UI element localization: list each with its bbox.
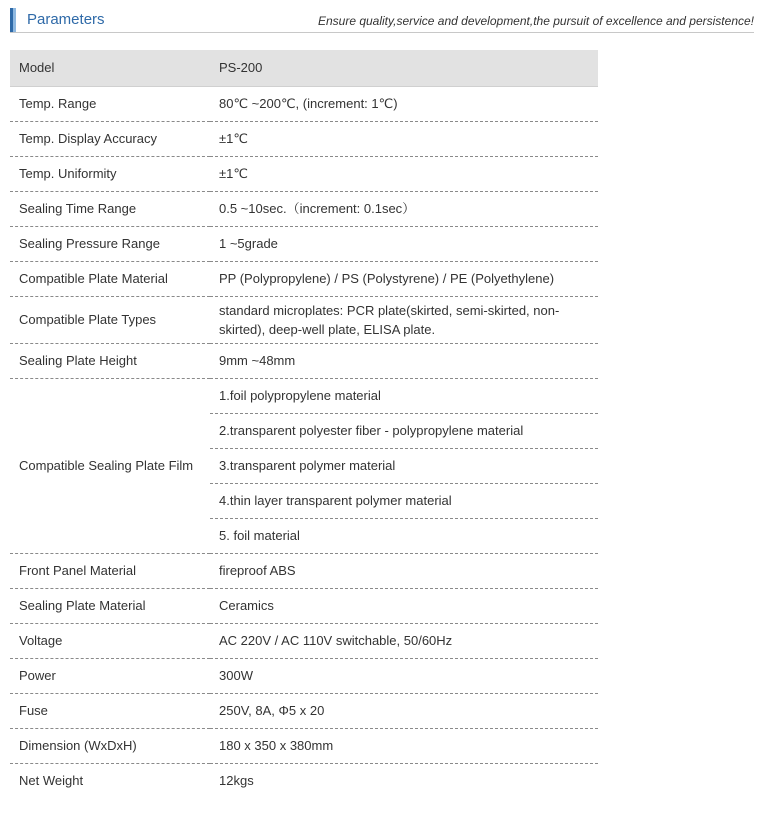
param-value: fireproof ABS <box>210 553 598 588</box>
header-accent-bar <box>10 8 16 32</box>
table-row <box>10 553 598 588</box>
param-value: 0.5 ~10sec.（increment: 0.1sec） <box>210 191 598 226</box>
param-value: ±1℃ <box>210 121 598 156</box>
header-label: Model <box>10 50 210 86</box>
table-row <box>10 588 598 623</box>
param-label: Voltage <box>10 623 210 658</box>
param-value: 180 x 350 x 380mm <box>210 728 598 763</box>
table-row <box>10 121 598 156</box>
header-accent-bar-light <box>13 8 16 32</box>
table-row <box>10 226 598 261</box>
param-value: AC 220V / AC 110V switchable, 50/60Hz <box>210 623 598 658</box>
param-value: 80℃ ~200℃, (increment: 1℃) <box>210 86 598 121</box>
param-label: Sealing Plate Material <box>10 588 210 623</box>
company-slogan: Ensure quality,service and development,the pursuit of excellence and persistence! <box>317 14 754 28</box>
table-row <box>10 728 598 763</box>
film-option: 1.foil polypropylene material <box>210 378 598 413</box>
param-value: Ceramics <box>210 588 598 623</box>
param-value: 1 ~5grade <box>210 226 598 261</box>
param-label: Dimension (WxDxH) <box>10 728 210 763</box>
param-label: Temp. Display Accuracy <box>10 121 210 156</box>
table-row <box>10 86 598 121</box>
film-option: 2.transparent polyester fiber - polypropylene material <box>210 413 598 448</box>
param-label: Fuse <box>10 693 210 728</box>
table-row <box>10 658 598 693</box>
section-header <box>10 8 754 33</box>
table-row-film <box>10 378 598 413</box>
table-row <box>10 763 598 798</box>
film-option: 3.transparent polymer material <box>210 448 598 483</box>
header-value: PS-200 <box>210 50 598 86</box>
table-header-row <box>10 50 598 86</box>
param-value: standard microplates: PCR plate(skirted, semi-skirted, non-skirted), deep-well plate, ELISA plate. <box>210 296 598 343</box>
film-label: Compatible Sealing Plate Film <box>10 378 210 553</box>
param-label: Temp. Uniformity <box>10 156 210 191</box>
param-value: PP (Polypropylene) / PS (Polystyrene) / PE (Polyethylene) <box>210 261 598 296</box>
film-option: 4.thin layer transparent polymer material <box>210 483 598 518</box>
table-row <box>10 623 598 658</box>
param-label: Sealing Time Range <box>10 191 210 226</box>
param-value: 250V, 8A, Φ5 x 20 <box>210 693 598 728</box>
param-label: Compatible Plate Material <box>10 261 210 296</box>
param-label: Front Panel Material <box>10 553 210 588</box>
table-row <box>10 191 598 226</box>
table-row <box>10 156 598 191</box>
section-title: Parameters <box>27 11 105 28</box>
parameters-table <box>10 50 598 798</box>
table-row <box>10 296 598 343</box>
param-label: Power <box>10 658 210 693</box>
param-value: 12kgs <box>219 773 254 789</box>
film-option: 5. foil material <box>210 518 598 553</box>
param-value: 9mm ~48mm <box>210 343 598 378</box>
param-label: Temp. Range <box>10 86 210 121</box>
param-label: Compatible Plate Types <box>10 296 210 343</box>
param-label: Net Weight <box>19 773 84 789</box>
table-row <box>10 261 598 296</box>
table-row <box>10 693 598 728</box>
table-row <box>10 343 598 378</box>
param-label: Sealing Pressure Range <box>10 226 210 261</box>
param-value: 300W <box>210 658 598 693</box>
param-value: ±1℃ <box>210 156 598 191</box>
param-label: Sealing Plate Height <box>10 343 210 378</box>
